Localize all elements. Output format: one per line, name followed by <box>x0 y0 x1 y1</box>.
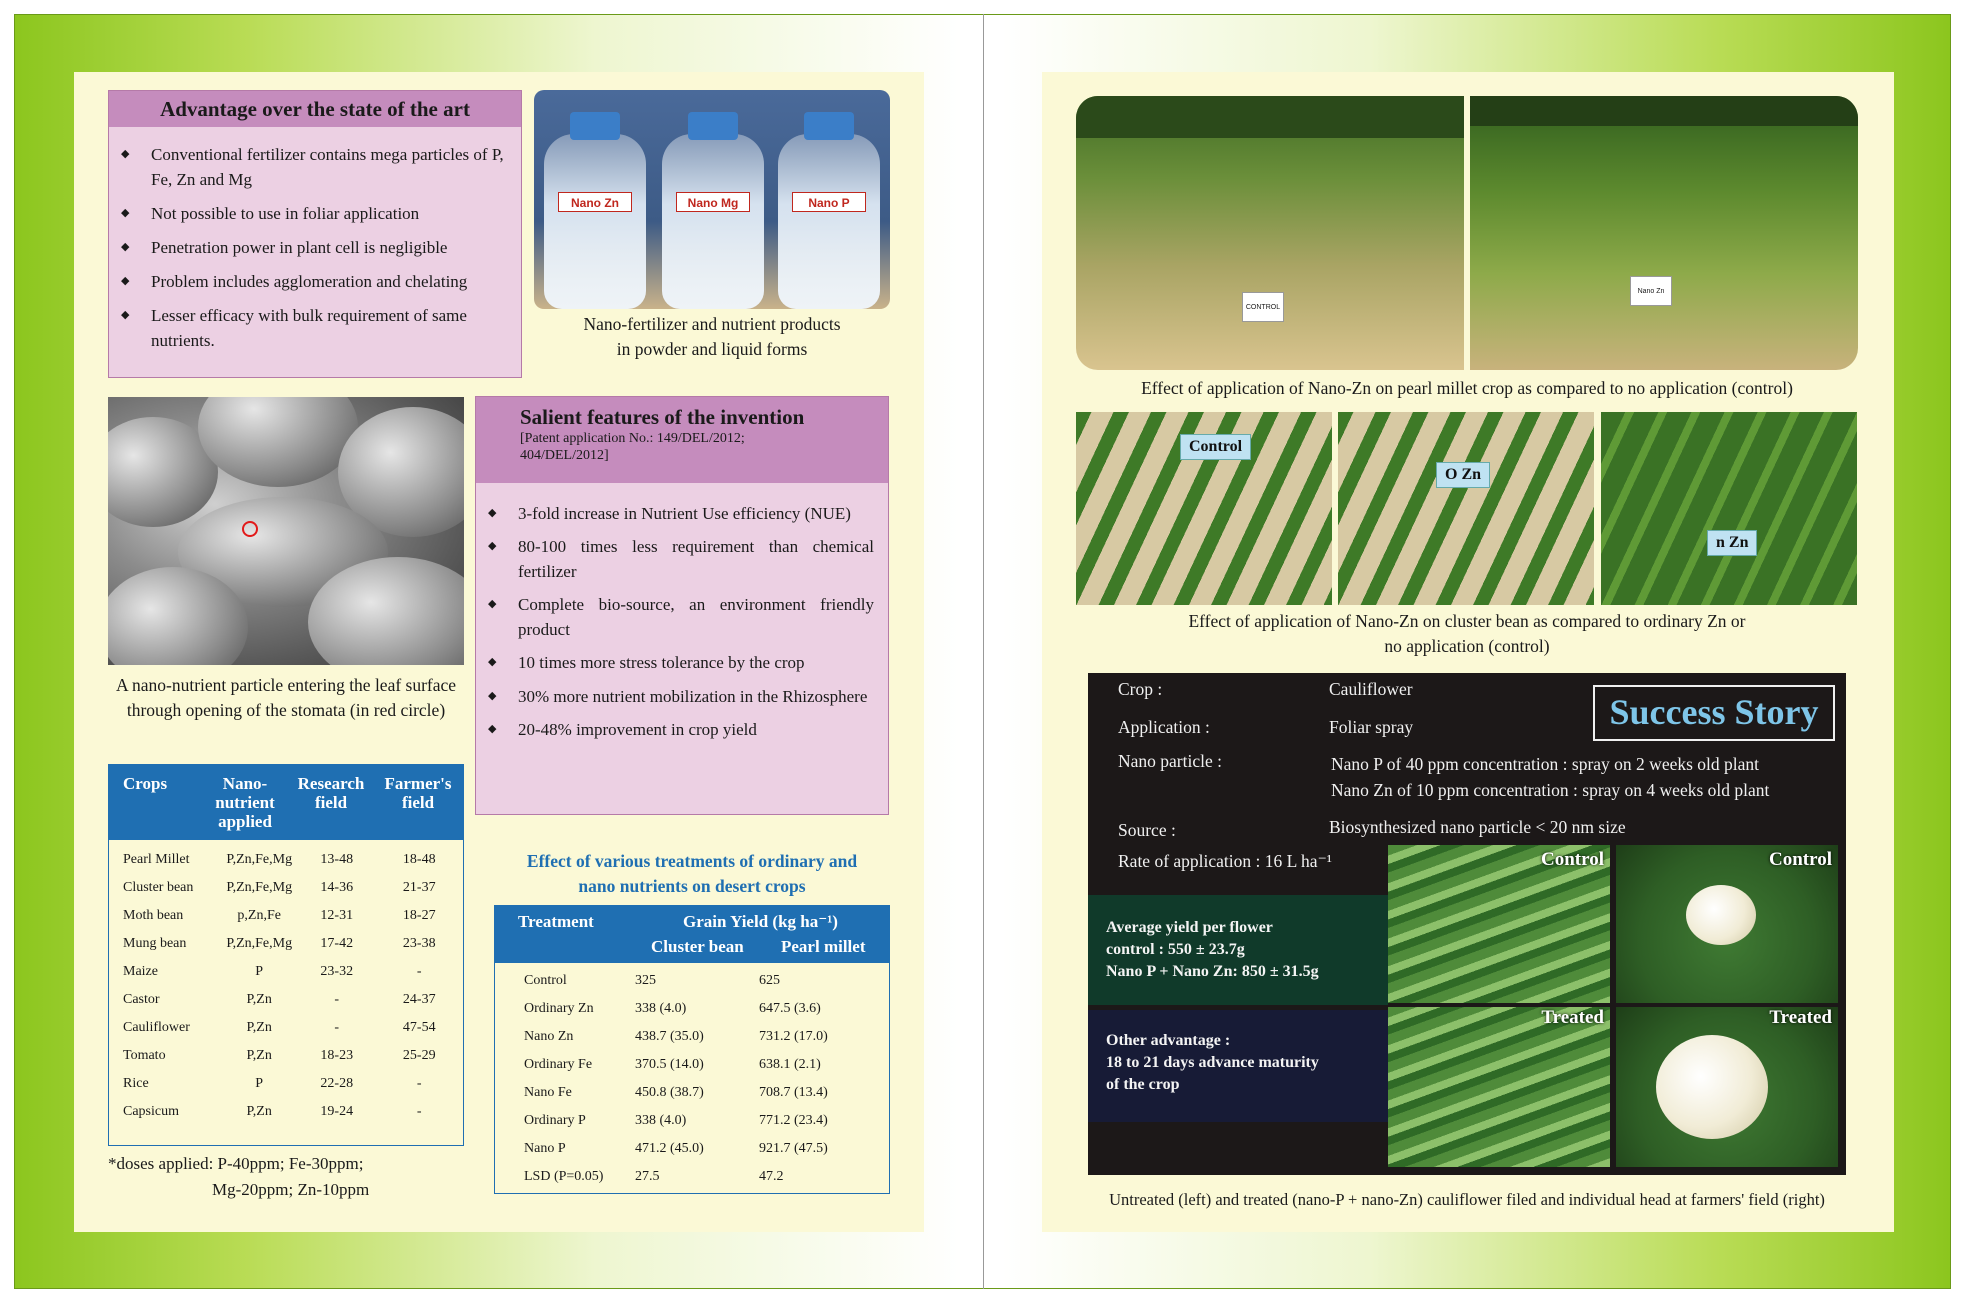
salient-item: ◆ 20-48% improvement in crop yield <box>476 717 874 742</box>
col-header: Pearl millet <box>781 937 866 956</box>
table-row: Rice P 22-28 - <box>123 1076 422 1091</box>
table-row: Cluster bean P,Zn,Fe,Mg 14-36 21-37 <box>123 880 436 895</box>
crop-value: Cauliflower <box>1329 679 1413 699</box>
photo-tag: Treated <box>1769 1007 1832 1028</box>
yield-table <box>494 905 890 1194</box>
col-header: Grain Yield (kg ha⁻¹) <box>683 912 838 931</box>
cauliflower-control-head-photo <box>1616 845 1838 1003</box>
bottles-caption: Nano-fertilizer and nutrient products in powder and liquid forms <box>583 314 841 359</box>
table-row: Nano Zn 438.7 (35.0) 731.2 (17.0) <box>524 1029 828 1044</box>
col-header: Nano-nutrient applied <box>215 774 275 831</box>
bottle <box>778 134 880 309</box>
salient-item: ◆ 10 times more stress tolerance by the crop <box>476 650 874 675</box>
table-row: Nano P 471.2 (45.0) 921.7 (47.5) <box>524 1141 828 1156</box>
yield-table-header <box>495 906 889 963</box>
nano-zn-sign: Nano Zn <box>1630 276 1672 306</box>
crops-table-header <box>109 765 463 840</box>
success-story-panel <box>1088 673 1846 1175</box>
application-label: Application : <box>1118 717 1210 737</box>
clusterbean-ordinary-zn-photo <box>1338 412 1594 605</box>
cauliflower-caption: Untreated (left) and treated (nano-P + nano-Zn) cauliflower filed and individual head at farmers' field (right) <box>1109 1190 1825 1209</box>
table-row: Maize P 23-32 - <box>123 964 422 979</box>
nano-particle-label: Nano particle : <box>1118 751 1222 771</box>
other-advantage-panel: Other advantage : 18 to 21 days advance maturity of the crop <box>1088 1010 1388 1122</box>
pearl-millet-nano-zn-photo <box>1470 96 1858 370</box>
table-row: Nano Fe 450.8 (38.7) 708.7 (13.4) <box>524 1085 828 1100</box>
average-yield-panel: Average yield per flower control : 550 ± 23.7g Nano P + Nano Zn: 850 ± 31.5g <box>1088 895 1388 1005</box>
advantage-list <box>109 127 521 353</box>
bottle-label: Nano P <box>792 192 866 212</box>
table-row: Moth bean p,Zn,Fe 12-31 18-27 <box>123 908 436 923</box>
advantage-item: ◆ Conventional fertilizer contains mega particles of P, Fe, Zn and Mg <box>109 142 507 192</box>
application-value: Foliar spray <box>1329 717 1414 737</box>
page-spine <box>983 14 984 1289</box>
pearl-millet-caption: Effect of application of Nano-Zn on pearl millet crop as compared to no application (control) <box>1141 378 1793 398</box>
advantage-title: Advantage over the state of the art <box>109 91 521 127</box>
nano-particle-value: Nano P of 40 ppm concentration : spray on 2 weeks old plant Nano Zn of 10 ppm concentration : spray on 4 weeks old plant <box>1331 754 1770 800</box>
bottle <box>544 134 646 309</box>
cauliflower-treated-field-photo <box>1388 1007 1610 1167</box>
clusterbean-control-photo <box>1076 412 1332 605</box>
salient-features-box <box>475 396 889 815</box>
advantage-box <box>108 90 522 378</box>
photo-tag: Treated <box>1541 1007 1604 1028</box>
table-row: Cauliflower P,Zn - 47-54 <box>123 1020 436 1035</box>
advantage-item: ◆ Lesser efficacy with bulk requirement of same nutrients. <box>109 303 507 353</box>
salient-item: ◆ 80-100 times less requirement than chemical fertilizer <box>476 534 874 584</box>
plot-tag: Control <box>1180 434 1251 460</box>
col-header: Cluster bean <box>651 937 744 956</box>
bottle-label: Nano Zn <box>558 192 632 212</box>
stomata-sem-photo <box>108 397 464 665</box>
table-row: Pearl Millet P,Zn,Fe,Mg 13-48 18-48 <box>123 852 436 867</box>
source-value: Biosynthesized nano particle < 20 nm size <box>1329 817 1626 837</box>
table-row: LSD (P=0.05) 27.5 47.2 <box>524 1169 784 1184</box>
table-row: Castor P,Zn - 24-37 <box>123 992 436 1007</box>
advantage-item: ◆ Penetration power in plant cell is negligible <box>109 235 507 260</box>
table-row: Capsicum P,Zn 19-24 - <box>123 1104 422 1119</box>
photo-tag: Control <box>1541 849 1604 870</box>
advantage-item: ◆ Not possible to use in foliar application <box>109 201 507 226</box>
table-row: Mung bean P,Zn,Fe,Mg 17-42 23-38 <box>123 936 436 951</box>
red-circle-marker <box>242 521 258 537</box>
table-row: Ordinary Zn 338 (4.0) 647.5 (3.6) <box>524 1001 821 1016</box>
cauliflower-control-field-photo <box>1388 845 1610 1003</box>
yield-table-title: Effect of various treatments of ordinary and nano nutrients on desert crops <box>526 851 858 896</box>
table-row: Tomato P,Zn 18-23 25-29 <box>123 1048 436 1063</box>
crops-table <box>108 764 464 1146</box>
table-row: Control 325 625 <box>524 973 780 988</box>
cauliflower-treated-head-photo <box>1616 1007 1838 1167</box>
salient-item: ◆ Complete bio-source, an environment friendly product <box>476 592 874 642</box>
photo-tag: Control <box>1769 849 1832 870</box>
salient-list <box>476 483 888 742</box>
col-header: Research field <box>297 774 365 812</box>
advantage-item: ◆ Problem includes agglomeration and chelating <box>109 269 507 294</box>
col-header: Farmer's field <box>384 774 452 812</box>
salient-header <box>476 397 888 483</box>
plot-tag: O Zn <box>1436 462 1490 488</box>
pearl-millet-control-photo <box>1076 96 1464 370</box>
stomata-caption: A nano-nutrient particle entering the leaf surface through opening of the stomata (in red circle) <box>115 675 457 720</box>
clusterbean-caption: Effect of application of Nano-Zn on cluster bean as compared to ordinary Zn or no application (control) <box>1188 611 1746 656</box>
salient-title: Salient features of the invention <box>520 405 805 429</box>
table-row: Ordinary P 338 (4.0) 771.2 (23.4) <box>524 1113 828 1128</box>
control-sign: CONTROL <box>1242 292 1284 322</box>
salient-item: ◆ 30% more nutrient mobilization in the Rhizosphere <box>476 684 874 709</box>
col-header: Crops <box>123 774 168 793</box>
doses-note: *doses applied: P-40ppm; Fe-30ppm; Mg-20ppm; Zn-10ppm <box>108 1154 370 1199</box>
source-label: Source : <box>1118 820 1176 840</box>
nano-fertilizer-bottles-photo <box>534 90 890 309</box>
col-header: Treatment <box>518 912 594 931</box>
success-story-title: Success Story <box>1593 685 1835 741</box>
crop-label: Crop : <box>1118 679 1163 699</box>
rate-of-application: Rate of application : 16 L ha⁻¹ <box>1118 851 1333 871</box>
plot-tag: n Zn <box>1707 530 1757 556</box>
bottle <box>662 134 764 309</box>
patent-number: [Patent application No.: 149/DEL/2012; 404/DEL/2012] <box>520 431 745 463</box>
bottle-label: Nano Mg <box>676 192 750 212</box>
yield-table-body <box>495 963 889 1191</box>
crops-table-body <box>109 840 463 1126</box>
table-row: Ordinary Fe 370.5 (14.0) 638.1 (2.1) <box>524 1057 821 1072</box>
salient-item: ◆ 3-fold increase in Nutrient Use efficiency (NUE) <box>476 501 874 526</box>
clusterbean-nano-zn-photo <box>1601 412 1857 605</box>
